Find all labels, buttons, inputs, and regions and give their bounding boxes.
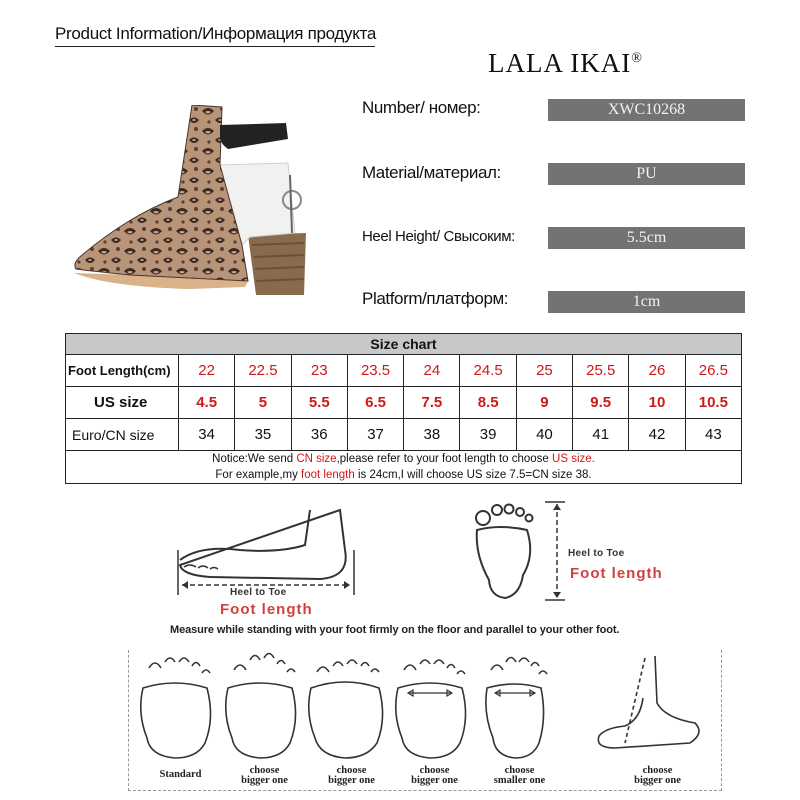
caption-line: choose — [419, 765, 450, 776]
caption-line: choose — [336, 765, 367, 776]
foot-length-cell: 25 — [516, 355, 572, 387]
brand-name: LALA IKAI — [488, 48, 632, 78]
foot-type-2-sketch — [226, 654, 296, 759]
heel-to-toe-label-left: Heel to Toe — [230, 587, 287, 598]
notice-text: Notice:We send — [212, 453, 297, 465]
notice-highlight: CN size — [296, 453, 337, 465]
caption-line: bigger one — [411, 775, 458, 786]
caption-standard — [138, 770, 223, 780]
caption-bigger-3 — [392, 766, 477, 786]
caption-line: choose — [249, 765, 280, 776]
notice-text: is 24cm,I will choose US size 7.5=CN size 38. — [354, 469, 592, 481]
spec-heel-height-label: Heel Height/ Свысоким: — [362, 228, 515, 245]
notice-highlight: US size. — [552, 453, 595, 465]
spec-heel-height-value: 5.5cm — [548, 227, 745, 249]
size-chart-title: Size chart — [66, 334, 742, 355]
foot-length-row — [66, 355, 742, 387]
notice-line-2 — [66, 467, 741, 483]
us-size-row — [66, 387, 742, 419]
side-foot-measure-sketch — [170, 505, 370, 600]
euro-cn-size-row-label: Euro/CN size — [66, 419, 179, 451]
size-notice — [66, 451, 742, 484]
foot-types-sketches — [135, 648, 725, 763]
notice-line-1 — [66, 451, 741, 467]
foot-length-cell: 25.5 — [573, 355, 629, 387]
us-size-cell: 6.5 — [347, 387, 403, 419]
foot-length-cell: 26.5 — [685, 355, 741, 387]
euro-cn-size-cell: 41 — [573, 419, 629, 451]
euro-cn-size-cell: 43 — [685, 419, 741, 451]
caption-bigger-1 — [222, 766, 307, 786]
heel-to-toe-label-right: Heel to Toe — [568, 548, 625, 559]
spec-number-value: XWC10268 — [548, 99, 745, 121]
measure-instruction: Measure while standing with your foot firmly on the floor and parallel to your other foot. — [170, 624, 620, 636]
product-info-title: Product Information/Информация продукта — [55, 24, 377, 43]
foot-length-cell: 23 — [291, 355, 347, 387]
caption-smaller — [477, 766, 562, 786]
foot-type-3-sketch — [309, 660, 383, 758]
foot-standard-sketch — [141, 658, 211, 758]
us-size-cell: 9 — [516, 387, 572, 419]
foot-length-cell: 24 — [404, 355, 460, 387]
foot-length-cell: 22.5 — [235, 355, 291, 387]
us-size-cell: 5 — [235, 387, 291, 419]
brand-logo — [488, 48, 643, 79]
euro-cn-size-cell: 36 — [291, 419, 347, 451]
us-size-cell: 10 — [629, 387, 685, 419]
caption-line: Standard — [159, 769, 202, 780]
footprint-measure-sketch — [465, 500, 585, 605]
foot-arch-side-sketch — [598, 656, 699, 748]
caption-line: bigger one — [241, 775, 288, 786]
euro-cn-size-row — [66, 419, 742, 451]
foot-length-cell: 24.5 — [460, 355, 516, 387]
euro-cn-size-cell: 42 — [629, 419, 685, 451]
foot-length-row-label: Foot Length(cm) — [66, 355, 179, 387]
us-size-row-label: US size — [66, 387, 179, 419]
euro-cn-size-cell: 34 — [179, 419, 235, 451]
euro-cn-size-cell: 38 — [404, 419, 460, 451]
us-size-cell: 9.5 — [573, 387, 629, 419]
foot-type-5-sketch — [486, 658, 547, 759]
euro-cn-size-cell: 37 — [347, 419, 403, 451]
spec-platform-value: 1cm — [548, 291, 745, 313]
size-chart-table — [65, 333, 742, 484]
us-size-cell: 10.5 — [685, 387, 741, 419]
us-size-cell: 8.5 — [460, 387, 516, 419]
caption-line: bigger one — [634, 775, 681, 786]
caption-line: bigger one — [328, 775, 375, 786]
notice-highlight: foot length — [301, 469, 355, 481]
spec-platform-label: Platform/платформ: — [362, 289, 509, 308]
us-size-cell: 5.5 — [291, 387, 347, 419]
caption-bigger-2 — [309, 766, 394, 786]
foot-length-cell: 22 — [179, 355, 235, 387]
foot-length-label-right: Foot length — [570, 565, 663, 582]
caption-line: choose — [504, 765, 535, 776]
spec-number-label: Number/ номер: — [362, 98, 481, 117]
snakeskin-ankle-boot-image — [70, 105, 330, 300]
registered-mark: ® — [631, 51, 643, 66]
caption-line: smaller one — [493, 775, 546, 786]
us-size-cell: 4.5 — [179, 387, 235, 419]
caption-bigger-4 — [615, 766, 700, 786]
spec-material-value: PU — [548, 163, 745, 185]
caption-line: choose — [642, 765, 673, 776]
foot-length-cell: 23.5 — [347, 355, 403, 387]
euro-cn-size-cell: 40 — [516, 419, 572, 451]
spec-material-label: Material/материал: — [362, 163, 501, 182]
foot-type-4-sketch — [396, 660, 466, 758]
foot-length-label-left: Foot length — [220, 601, 313, 618]
notice-text: For example,my — [215, 469, 302, 481]
euro-cn-size-cell: 35 — [235, 419, 291, 451]
notice-text: ,please refer to your foot length to choose — [336, 453, 553, 465]
title-underline — [55, 46, 375, 47]
euro-cn-size-cell: 39 — [460, 419, 516, 451]
foot-length-cell: 26 — [629, 355, 685, 387]
us-size-cell: 7.5 — [404, 387, 460, 419]
